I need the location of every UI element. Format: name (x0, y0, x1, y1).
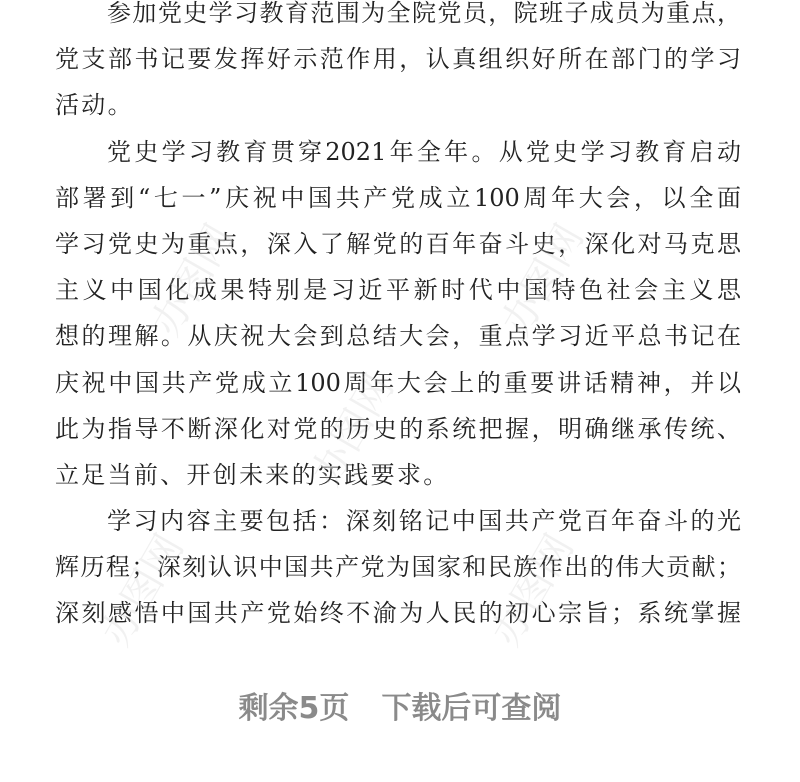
watermark: 办图网 (93, 526, 193, 654)
text-line: 学习党史为重点，深入了解党的百年奋斗史，深化对马克思 (55, 229, 741, 258)
download-to-view-link[interactable]: 下载后可查阅 (381, 691, 562, 726)
watermark: 办图网 (483, 526, 583, 654)
text-line: 党史学习教育贯穿2021年全年。从党史学习教育启动 (107, 137, 741, 166)
text-line: 想的理解。从庆祝大会到总结大会，重点学习近平总书记在 (55, 322, 741, 351)
text-line: 此为指导不断深化对党的历史的系统把握，明确继承传统、 (55, 414, 741, 443)
text-line: 辉历程；深刻认识中国共产党为国家和民族作出的伟大贡献； (55, 553, 741, 582)
text-line: 深刻感悟中国共产党始终不渝为人民的初心宗旨；系统掌握 (55, 599, 741, 628)
text-line: 部署到“七一”庆祝中国共产党成立100周年大会，以全面 (55, 183, 741, 212)
text-line: 党支部书记要发挥好示范作用，认真组织好所在部门的学习 (55, 45, 741, 74)
text-line: 立足当前、开创未来的实践要求。 (55, 460, 450, 489)
watermark: 办图网 (493, 216, 593, 344)
document-page (55, 0, 741, 637)
watermark: 办图网 (143, 216, 243, 344)
remaining-pages-label: 剩余5页 (238, 691, 350, 726)
download-prompt[interactable] (0, 683, 800, 727)
watermark: 办图网 (303, 366, 403, 494)
text-line: 主义中国化成果特别是习近平新时代中国特色社会主义思 (55, 276, 741, 305)
text-line: 庆祝中国共产党成立100周年大会上的重要讲话精神，并以 (55, 368, 741, 397)
text-line: 活动。 (55, 91, 134, 120)
text-line: 学习内容主要包括：深刻铭记中国共产党百年奋斗的光 (107, 507, 741, 536)
text-line: 参加党史学习教育范围为全院党员，院班子成员为重点， (107, 0, 741, 27)
